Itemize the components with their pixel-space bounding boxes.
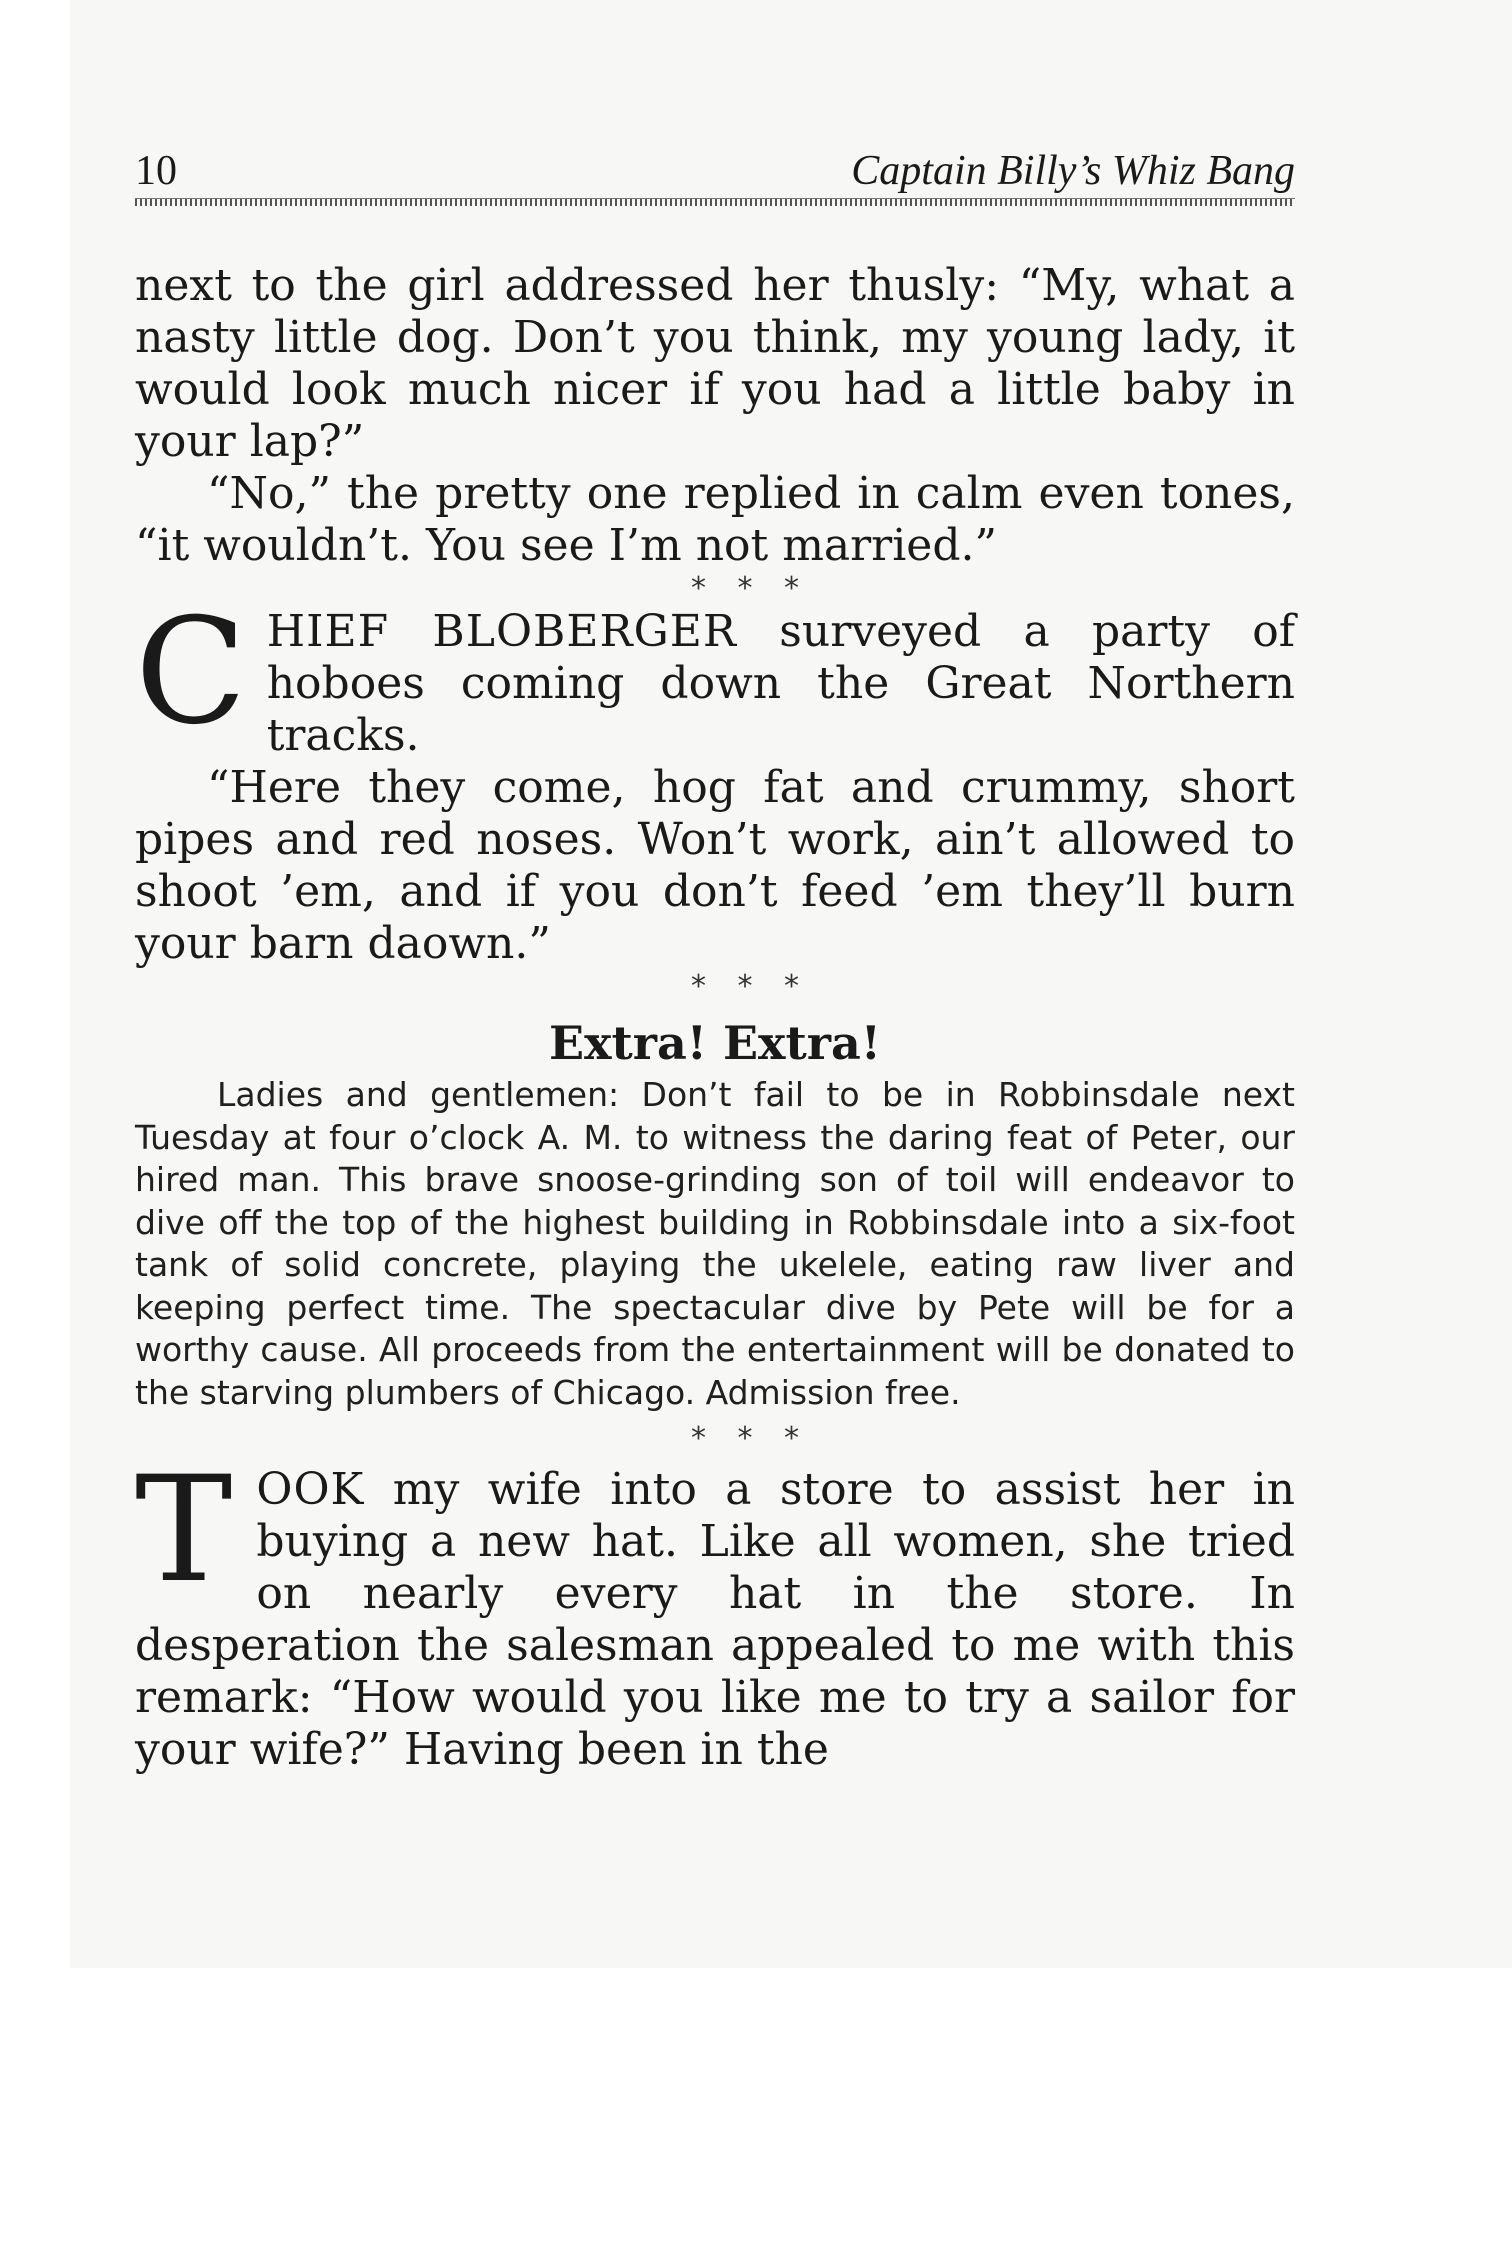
hat-story — [135, 1445, 1295, 1776]
magazine-title: Captain Billy’s Whiz Bang — [851, 148, 1295, 194]
paragraph-chief-bloberger-text: surveyed a party of hoboes coming down the Great Northern tracks. — [266, 606, 1295, 761]
drop-cap-c: C — [135, 587, 247, 757]
section-separator: * * * — [690, 1421, 800, 1456]
lead-in-small-caps: OOK — [256, 1464, 365, 1515]
paragraph-hat-store — [135, 1445, 1295, 1776]
extra-heading: Extra! Extra! — [549, 1016, 881, 1070]
paragraph-here-they-come: “Here they come, hog fat and crummy, short pipes and red noses. Won’t work, ain’t allowed to shoot ’em, and if you don’t feed ’em they’ll burn your barn daown.” — [135, 762, 1295, 969]
paragraph-dog-joke-end: next to the girl addressed her thusly: “My, what a nasty little dog. Don’t you think, my young lady, it would look much nicer if you had a little baby in your lap?” — [135, 260, 1295, 467]
drop-cap-t: T — [135, 1445, 233, 1615]
running-head — [135, 140, 1295, 192]
page-number: 10 — [135, 148, 177, 194]
section-separator: * * * — [690, 571, 800, 606]
paragraph-chief-bloberger — [135, 587, 1295, 762]
header-rule — [135, 198, 1295, 206]
section-separator: * * * — [690, 969, 800, 1004]
paragraph-robbinsdale-notice: Ladies and gentlemen: Don’t fail to be in Robbinsdale next Tuesday at four o’clock A. M. to witness the daring feat of Peter, our hired man. This brave snoose-grinding son of toil will endeavor to dive off the top of the highest building in Robbinsdale into a six-foot tank of solid concrete, playing the ukelele, eating raw liver and keeping perfect time. The spectacular dive by Pete will be for a worthy cause. All proceeds from the entertainment will be donated to the starving plumbers of Chicago. Admission free. — [135, 1075, 1295, 1412]
hoboes-story — [135, 587, 1295, 762]
page-content — [135, 140, 1295, 1776]
lead-in-small-caps: HIEF BLOBERGER — [266, 606, 737, 657]
paragraph-hat-store-text: my wife into a store to assist her in buying a new hat. Like all women, she tried on nearly every hat in the store. In desperation the salesman appealed to me with this remark: “How would you like me to try a sailor for your wife?” Having been in the — [135, 1464, 1295, 1775]
paragraph-not-married: “No,” the pretty one replied in calm even tones, “it wouldn’t. You see I’m not married.” — [135, 468, 1295, 571]
